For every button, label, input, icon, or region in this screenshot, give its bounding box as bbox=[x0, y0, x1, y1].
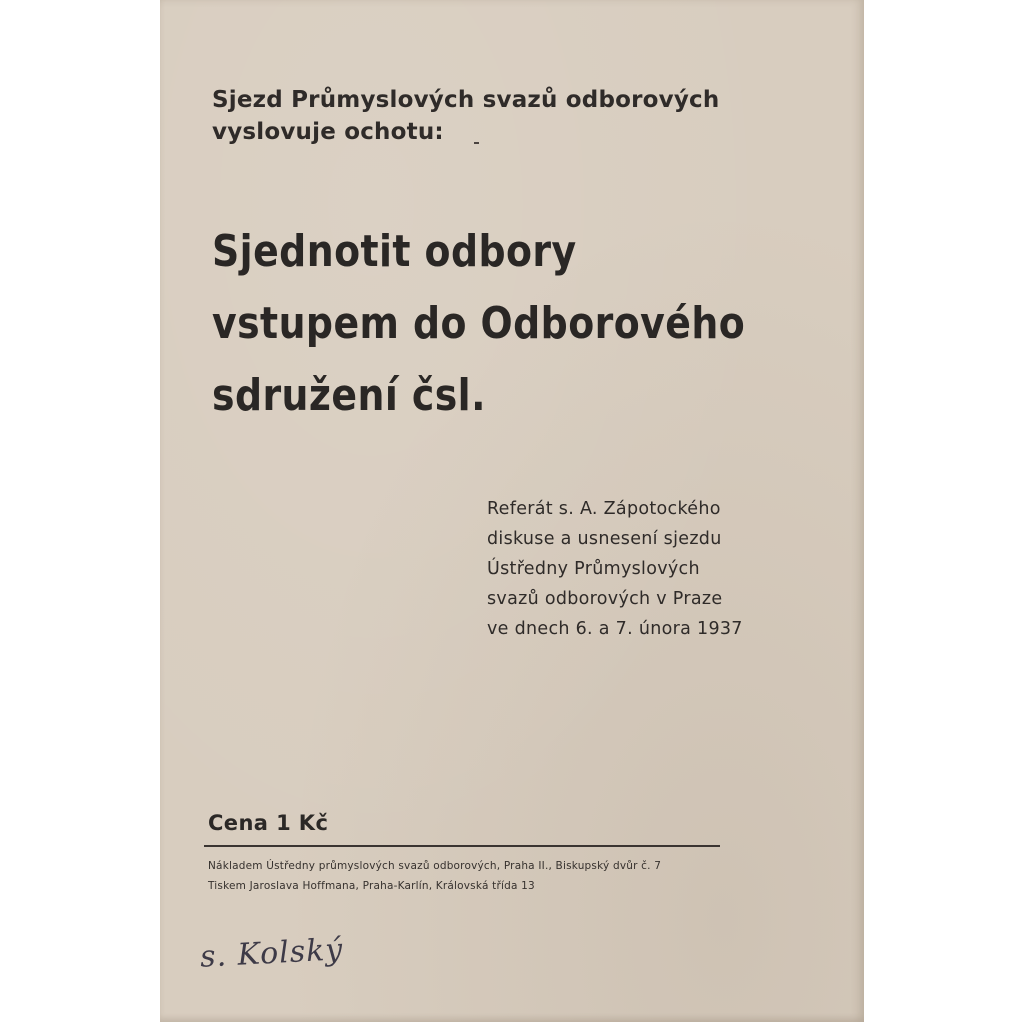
document-page bbox=[160, 0, 864, 1022]
imprint-block bbox=[208, 856, 748, 896]
lead-heading bbox=[212, 84, 812, 148]
subtitle-line-5: ve dnech 6. a 7. února 1937 bbox=[487, 619, 743, 639]
subtitle-block bbox=[487, 494, 787, 644]
stray-ink-mark bbox=[474, 142, 479, 144]
subtitle-line-3: Ústředny Průmyslových bbox=[487, 559, 700, 579]
price-label: Cena 1 Kč bbox=[208, 811, 329, 835]
subtitle-line-2: diskuse a usnesení sjezdu bbox=[487, 529, 722, 549]
lead-line-1: Sjezd Průmyslových svazů odborových bbox=[212, 87, 720, 113]
handwritten-signature: s. Kolský bbox=[199, 932, 345, 975]
title-line-1: Sjednotit odbory bbox=[212, 226, 577, 277]
divider-rule bbox=[204, 845, 720, 847]
imprint-line-1: Nákladem Ústředny průmyslových svazů odborových, Praha II., Biskupský dvůr č. 7 bbox=[208, 860, 662, 872]
subtitle-line-1: Referát s. A. Zápotockého bbox=[487, 499, 721, 519]
lead-line-2: vyslovuje ochotu: bbox=[212, 119, 444, 145]
subtitle-line-4: svazů odborových v Praze bbox=[487, 589, 723, 609]
title-line-2: vstupem do Odborového bbox=[212, 298, 746, 349]
imprint-line-2: Tiskem Jaroslava Hoffmana, Praha-Karlín, Královská třída 13 bbox=[208, 880, 535, 892]
main-title bbox=[212, 216, 745, 432]
title-line-3: sdružení čsl. bbox=[212, 370, 486, 421]
